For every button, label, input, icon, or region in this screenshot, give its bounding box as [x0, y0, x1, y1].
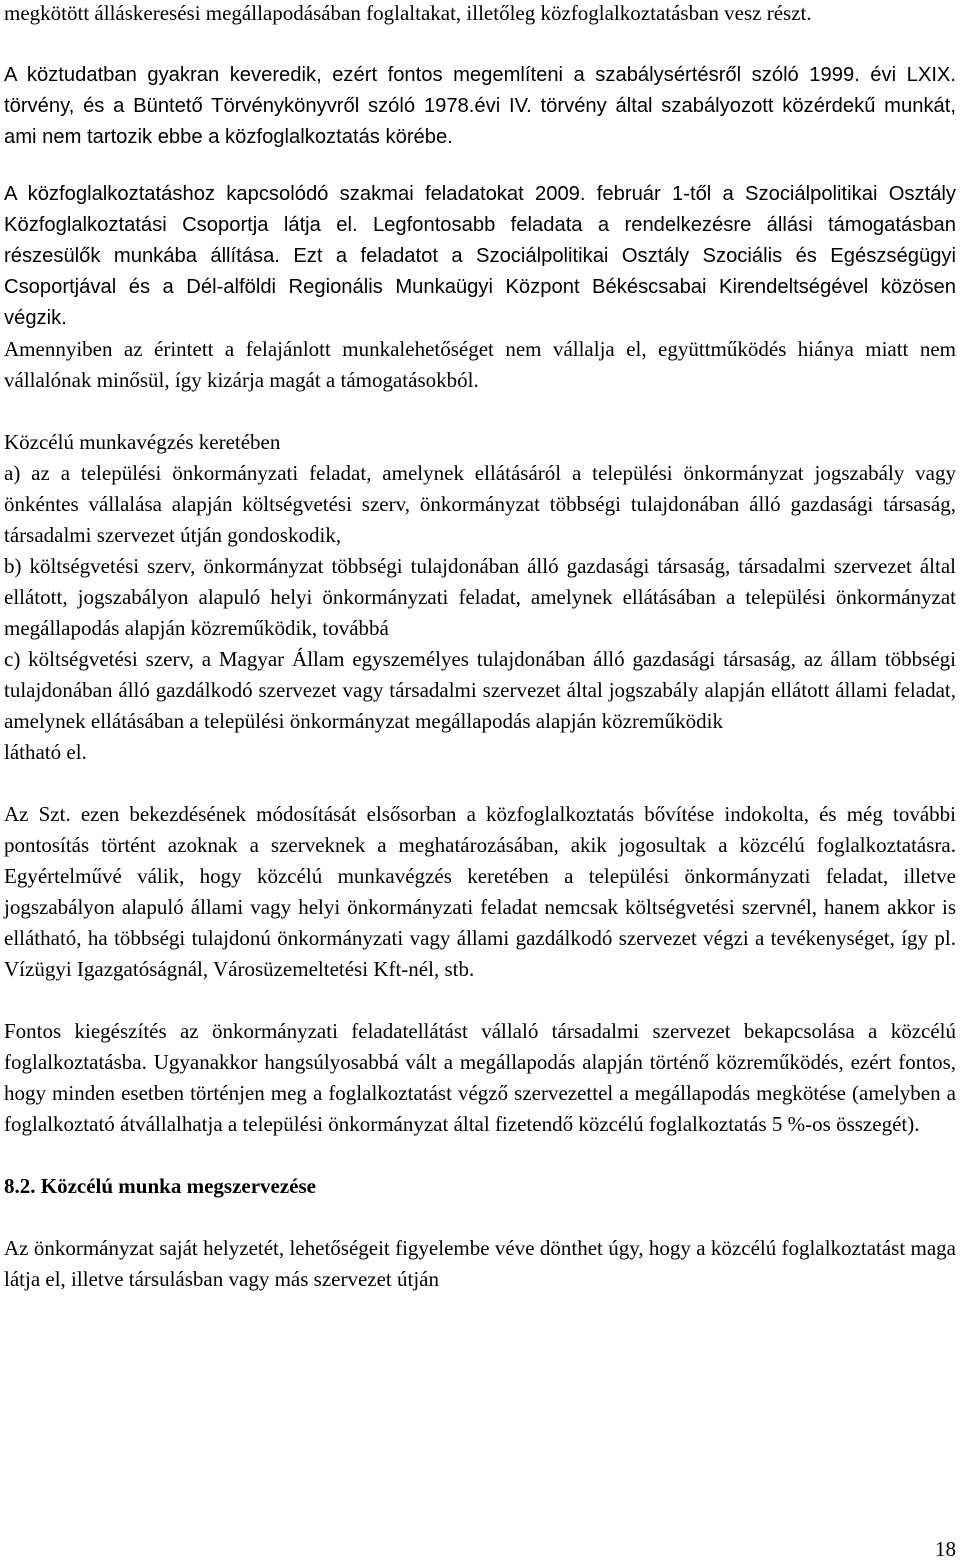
page-number: 18 [935, 1537, 956, 1561]
list-item-a: a) az a települési önkormányzati feladat, amelynek ellátásáról a települési önkormányzat jogszabály vagy önkéntes vállalása alapján költségvetési szerv, önkormányzat többségi tulajdonában álló gazdasági társaság, társadalmi szervezet útján gondoskodik, [4, 461, 956, 547]
paragraph-amendment-reason: Az Szt. ezen bekezdésének módosítását elsősorban a közfoglalkoztatás bővítése indokolta, és még további pontosítás történt azoknak a szerveknek a meghatározásában, akik jogosultak a közcélú foglalkoztatásra. Egyértelművé válik, hogy közcélú munkavégzés keretében a települési önkormányzati feladat, illetve jogszabályon alapuló állami vagy helyi önkormányzati feladat nemcsak költségvetési szervnél, hanem akkor is ellátható, ha többségi tulajdonú önkormányzati vagy állami gazdálkodó szervezet végzi a tevékenységet, így pl. Vízügyi Igazgatóságnál, Városüzemeltetési Kft-nél, stb. [4, 802, 956, 981]
section-heading: 8.2. Közcélú munka megszervezése [4, 1174, 316, 1198]
paragraph-organization: Az önkormányzat saját helyzetét, lehetőségeit figyelembe véve dönthet úgy, hogy a közcélú foglalkoztatást maga látja el, illetve társulásban vagy más szervezet útján [4, 1236, 956, 1291]
list-item-b: b) költségvetési szerv, önkormányzat többségi tulajdonában álló gazdasági társaság, társadalmi szervezet által ellátott, jogszabályon alapuló helyi önkormányzati feladat, amelynek ellátásában a települési önkormányzat megállapodás alapján közreműködik, továbbá [4, 554, 956, 640]
list-item-c: c) költségvetési szerv, a Magyar Állam egyszemélyes tulajdonában álló gazdasági társaság, az állam többségi tulajdonában álló gazdálkodó szervezet vagy társadalmi szervezet által jogszabály alapján ellátott állami feladat, amelynek ellátásában a települési önkormányzat megállapodás alapján közreműködik [4, 647, 956, 733]
paragraph-list-conclusion: látható el. [4, 740, 87, 764]
paragraph-public-purpose-intro: Közcélú munkavégzés keretében [4, 430, 281, 454]
paragraph-social-policy-tasks: A közfoglalkoztatáshoz kapcsolódó szakmai feladatokat 2009. február 1-től a Szociálpolitikai Osztály Közfoglalkoztatási Csoportja látja el. Legfontosabb feladata a rendelkezésre állási támogatásban részesülők munkába állítása. Ezt a feladatot a Szociálpolitikai Osztály Szociális és Egészségügyi Csoportjával és a Dél-alföldi Regionális Munkaügyi Központ Békéscsabai Kirendeltségével közösen végzik. [4, 183, 956, 329]
paragraph-noncooperation: Amennyiben az érintett a felajánlott munkalehetőséget nem vállalja el, együttműködés hiánya miatt nem vállalónak minősül, így kizárja magát a támogatásokból. [4, 337, 956, 392]
paragraph-important-addition: Fontos kiegészítés az önkormányzati feladatellátást vállaló társadalmi szervezet bekapcsolása a közcélú foglalkoztatásba. Ugyanakkor hangsúlyosabbá vált a megállapodás alapján történő közreműködés, ezért fontos, hogy minden esetben történjen meg a foglalkoztatást végző szervezettel a megállapodás megkötése (amelyben a foglalkoztató átvállalhatja a települési önkormányzat által fizetendő közcélú foglalkoztatás 5 %-os összegét). [4, 1019, 956, 1136]
paragraph-employment-agreement: megkötött álláskeresési megállapodásában foglaltakat, illetőleg közfoglalkoztatásban vesz részt. [4, 1, 812, 25]
paragraph-public-work-distinction: A köztudatban gyakran keveredik, ezért fontos megemlíteni a szabálysértésről szóló 1999. évi LXIX. törvény, és a Büntető Törvénykönyvről szóló 1978.évi IV. törvény által szabályozott közérdekű munkát, ami nem tartozik ebbe a közfoglalkoztatás körébe. [4, 64, 956, 148]
